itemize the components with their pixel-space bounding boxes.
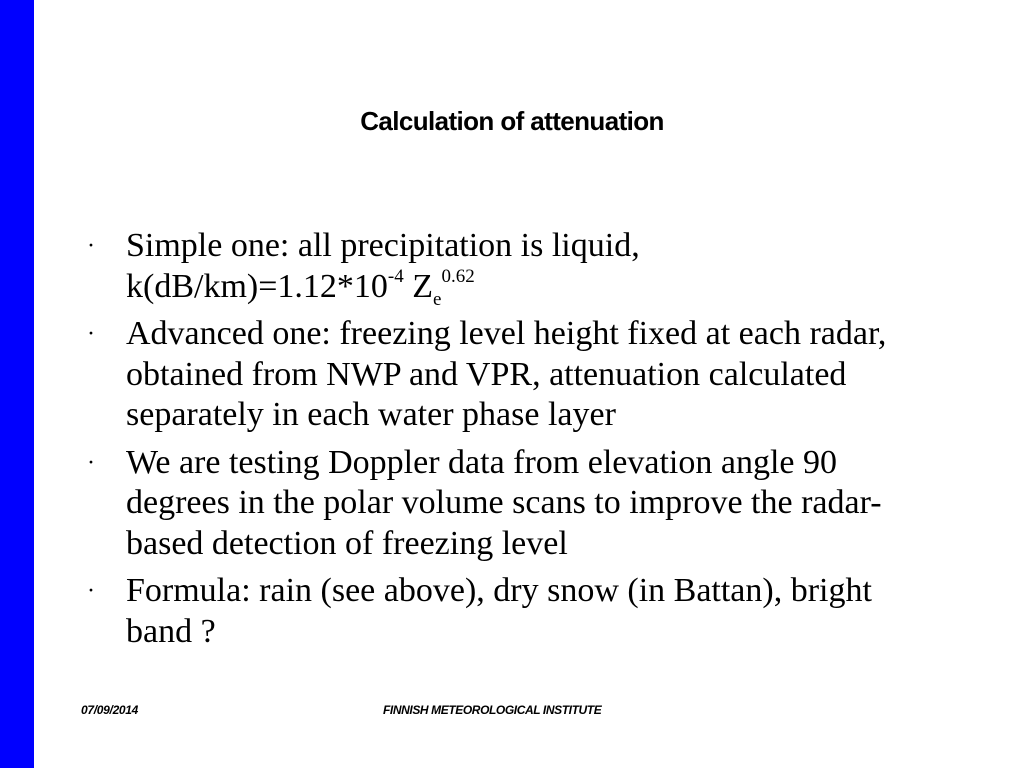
- formula-base: k(dB/km)=1.12*10: [126, 267, 388, 305]
- bullet-item-simple: [85, 226, 945, 310]
- bullet-text: Advanced one: freezing level height fixed at each radar, obtained from NWP and VPR, attenuation calculated separately in each water phase layer: [126, 315, 887, 433]
- bullet-text: [126, 226, 945, 310]
- formula-exponent: -4: [387, 265, 404, 287]
- bullet-line: Simple one: all precipitation is liquid,: [126, 227, 640, 264]
- footer-date: 07/09/2014: [81, 703, 139, 717]
- bullet-mark: ·: [87, 578, 95, 604]
- bullet-item-formula: [85, 571, 945, 652]
- formula-z: Z: [412, 267, 433, 305]
- bullet-text: We are testing Doppler data from elevation angle 90 degrees in the polar volume scans to improve the radar-based detection of freezing level: [126, 443, 882, 562]
- footer-organization: FINNISH METEOROLOGICAL INSTITUTE: [383, 703, 602, 717]
- formula-z-subscript: e: [433, 288, 442, 310]
- bullet-mark: ·: [87, 233, 95, 259]
- formula-z-exponent: 0.62: [441, 265, 475, 287]
- bullet-mark: ·: [87, 321, 95, 347]
- bullet-item-doppler: [85, 443, 945, 565]
- formula-space: [404, 268, 413, 305]
- bullet-item-advanced: [85, 314, 945, 436]
- attenuation-formula: [126, 267, 945, 308]
- slide-title: Calculation of attenuation: [360, 106, 664, 136]
- bullet-list: [85, 226, 945, 659]
- bullet-mark: ·: [87, 449, 95, 476]
- left-accent-bar: [0, 0, 34, 768]
- bullet-text: Formula: rain (see above), dry snow (in Battan), bright band ?: [126, 572, 872, 650]
